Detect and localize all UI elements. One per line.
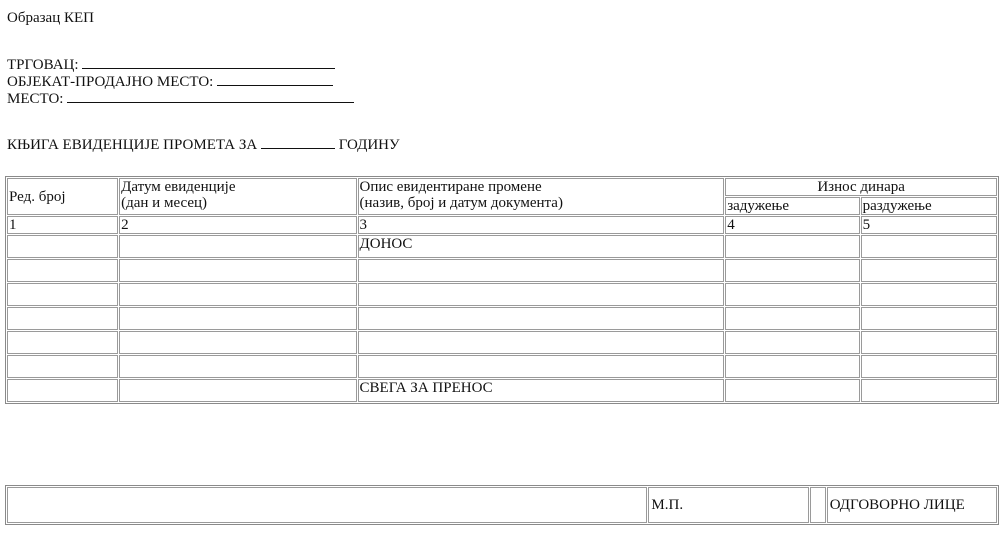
table-cell[interactable]	[7, 307, 118, 330]
table-cell[interactable]	[119, 379, 356, 402]
table-cell[interactable]	[725, 307, 859, 330]
object-label: ОБЈЕКАТ-ПРОДАЈНО МЕСТО:	[7, 74, 214, 90]
table-cell[interactable]	[7, 259, 118, 282]
table-cell[interactable]	[725, 331, 859, 354]
object-field	[7, 73, 333, 91]
header-date-line1: Датум евиденције	[121, 179, 236, 195]
stamp-label: М.П.	[648, 487, 808, 523]
table-cell[interactable]	[119, 307, 356, 330]
header-date	[119, 178, 356, 215]
table-row	[7, 259, 997, 282]
table-cell[interactable]	[725, 235, 859, 258]
table-cell[interactable]	[725, 379, 859, 402]
carry-forward-row	[7, 379, 997, 402]
column-number: 1	[7, 216, 118, 234]
header-amount-group: Износ динара	[725, 178, 997, 196]
table-cell[interactable]	[725, 259, 859, 282]
table-cell[interactable]	[861, 355, 997, 378]
column-number: 5	[861, 216, 997, 234]
opening-balance-row	[7, 235, 997, 258]
page-title	[7, 136, 400, 154]
table-cell[interactable]	[861, 379, 997, 402]
table-cell[interactable]	[861, 283, 997, 306]
table-cell[interactable]	[358, 331, 725, 354]
table-cell[interactable]	[861, 235, 997, 258]
heading-suffix: ГОДИНУ	[338, 137, 400, 153]
table-cell[interactable]	[358, 259, 725, 282]
table-cell[interactable]	[119, 283, 356, 306]
column-number: 3	[358, 216, 725, 234]
table-row	[7, 307, 997, 330]
table-cell[interactable]	[119, 355, 356, 378]
table-cell[interactable]	[7, 331, 118, 354]
column-number-row	[7, 216, 997, 234]
header-date-line2: (дан и месец)	[121, 195, 208, 211]
year-blank[interactable]	[261, 136, 335, 149]
place-field	[7, 90, 354, 108]
heading-prefix: КЊИГА ЕВИДЕНЦИЈЕ ПРОМЕТА ЗА	[7, 137, 258, 153]
column-number: 4	[725, 216, 859, 234]
form-label: Образац КЕП	[7, 10, 94, 26]
table-cell[interactable]	[119, 235, 356, 258]
place-blank[interactable]	[67, 90, 354, 103]
header-credit: раздужење	[861, 197, 997, 215]
column-number: 2	[119, 216, 356, 234]
table-cell[interactable]	[119, 259, 356, 282]
table-row	[7, 355, 997, 378]
header-description	[358, 178, 725, 215]
carry-forward-label: СВЕГА ЗА ПРЕНОС	[358, 379, 725, 402]
header-serial: Ред. број	[7, 178, 118, 215]
signature-gap-cell	[810, 487, 826, 523]
header-row-1	[7, 178, 997, 196]
table-cell[interactable]	[7, 355, 118, 378]
table-cell[interactable]	[725, 355, 859, 378]
place-label: МЕСТО:	[7, 91, 64, 107]
table-cell[interactable]	[861, 331, 997, 354]
trader-field	[7, 56, 335, 74]
table-row	[7, 331, 997, 354]
signature-empty-cell[interactable]	[7, 487, 647, 523]
table-cell[interactable]	[725, 283, 859, 306]
table-cell[interactable]	[119, 331, 356, 354]
table-cell[interactable]	[7, 283, 118, 306]
header-description-line1: Опис евидентиране промене	[359, 179, 542, 195]
table-cell[interactable]	[358, 283, 725, 306]
ledger-table	[5, 176, 999, 404]
table-cell[interactable]	[358, 307, 725, 330]
table-cell[interactable]	[861, 259, 997, 282]
signature-table	[5, 485, 999, 525]
table-cell[interactable]	[7, 379, 118, 402]
header-debit: задужење	[725, 197, 859, 215]
table-cell[interactable]	[7, 235, 118, 258]
signature-row	[7, 487, 997, 523]
trader-blank[interactable]	[82, 56, 335, 69]
responsible-person-label: ОДГОВОРНО ЛИЦЕ	[827, 487, 997, 523]
table-row	[7, 283, 997, 306]
object-blank[interactable]	[217, 73, 333, 86]
table-cell[interactable]	[358, 355, 725, 378]
opening-balance-label: ДОНОС	[358, 235, 725, 258]
header-description-line2: (назив, број и датум документа)	[359, 195, 563, 211]
table-cell[interactable]	[861, 307, 997, 330]
trader-label: ТРГОВАЦ:	[7, 57, 79, 73]
